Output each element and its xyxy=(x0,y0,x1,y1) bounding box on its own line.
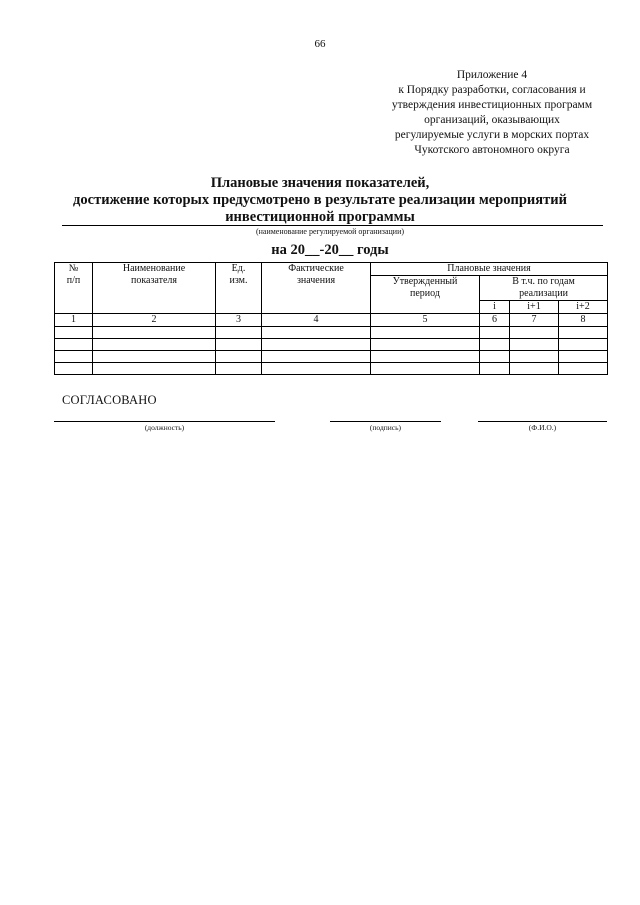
header-cell-approved-period: Утвержденный период xyxy=(371,276,480,314)
column-number-cell: 1 xyxy=(55,314,93,327)
header-cell-by-years: В т.ч. по годам реализации xyxy=(480,276,608,301)
column-number-cell: 3 xyxy=(216,314,262,327)
header-cell-planned-values: Плановые значения xyxy=(371,263,608,276)
indicators-table xyxy=(54,262,608,375)
annex-block xyxy=(360,68,624,158)
annex-line: к Порядку разработки, согласования и xyxy=(398,84,586,96)
header-cell-year-i-plus-2: i+2 xyxy=(559,301,608,314)
annex-line: утверждения инвестиционных программ xyxy=(391,99,593,111)
annex-line: организаций, оказывающих xyxy=(424,114,560,126)
table-row xyxy=(55,363,608,375)
organization-name-line xyxy=(62,225,603,226)
header-cell-actual-values: Фактические значения xyxy=(262,263,371,314)
period-heading: на 20__-20__ годы xyxy=(271,242,389,258)
page-number: 66 xyxy=(314,38,326,50)
header-cell-number: № п/п xyxy=(55,263,93,314)
full-name-signature-line xyxy=(478,421,607,422)
column-number-row xyxy=(55,314,608,327)
column-number-cell: 5 xyxy=(371,314,480,327)
header-cell-unit: Ед. изм. xyxy=(216,263,262,314)
signature-line xyxy=(330,421,441,422)
annex-line: регулируемые услуги в морских портах xyxy=(394,129,590,141)
title-line: достижение которых предусмотрено в результате реализации мероприятий xyxy=(73,192,567,208)
position-caption: (должность) xyxy=(144,423,185,432)
column-number-cell: 2 xyxy=(93,314,216,327)
header-cell-year-i-plus-1: i+1 xyxy=(510,301,559,314)
annex-line: Приложение 4 xyxy=(456,69,528,81)
organization-caption: (наименование регулируемой организации) xyxy=(255,227,405,236)
table-row xyxy=(55,327,608,339)
document-title xyxy=(40,175,600,226)
title-line: инвестиционной программы xyxy=(225,209,415,225)
table-row xyxy=(55,351,608,363)
agreed-label: СОГЛАСОВАНО xyxy=(62,393,157,407)
annex-line: Чукотского автономного округа xyxy=(414,144,570,156)
header-cell-indicator-name: Наименование показателя xyxy=(93,263,216,314)
column-number-cell: 6 xyxy=(480,314,510,327)
title-line: Плановые значения показателей, xyxy=(210,175,430,191)
position-signature-line xyxy=(54,421,275,422)
signature-caption: (подпись) xyxy=(369,423,402,432)
column-number-cell: 4 xyxy=(262,314,371,327)
table-row xyxy=(55,339,608,351)
column-number-cell: 8 xyxy=(559,314,608,327)
full-name-caption: (Ф.И.О.) xyxy=(528,423,557,432)
header-cell-year-i: i xyxy=(480,301,510,314)
column-number-cell: 7 xyxy=(510,314,559,327)
